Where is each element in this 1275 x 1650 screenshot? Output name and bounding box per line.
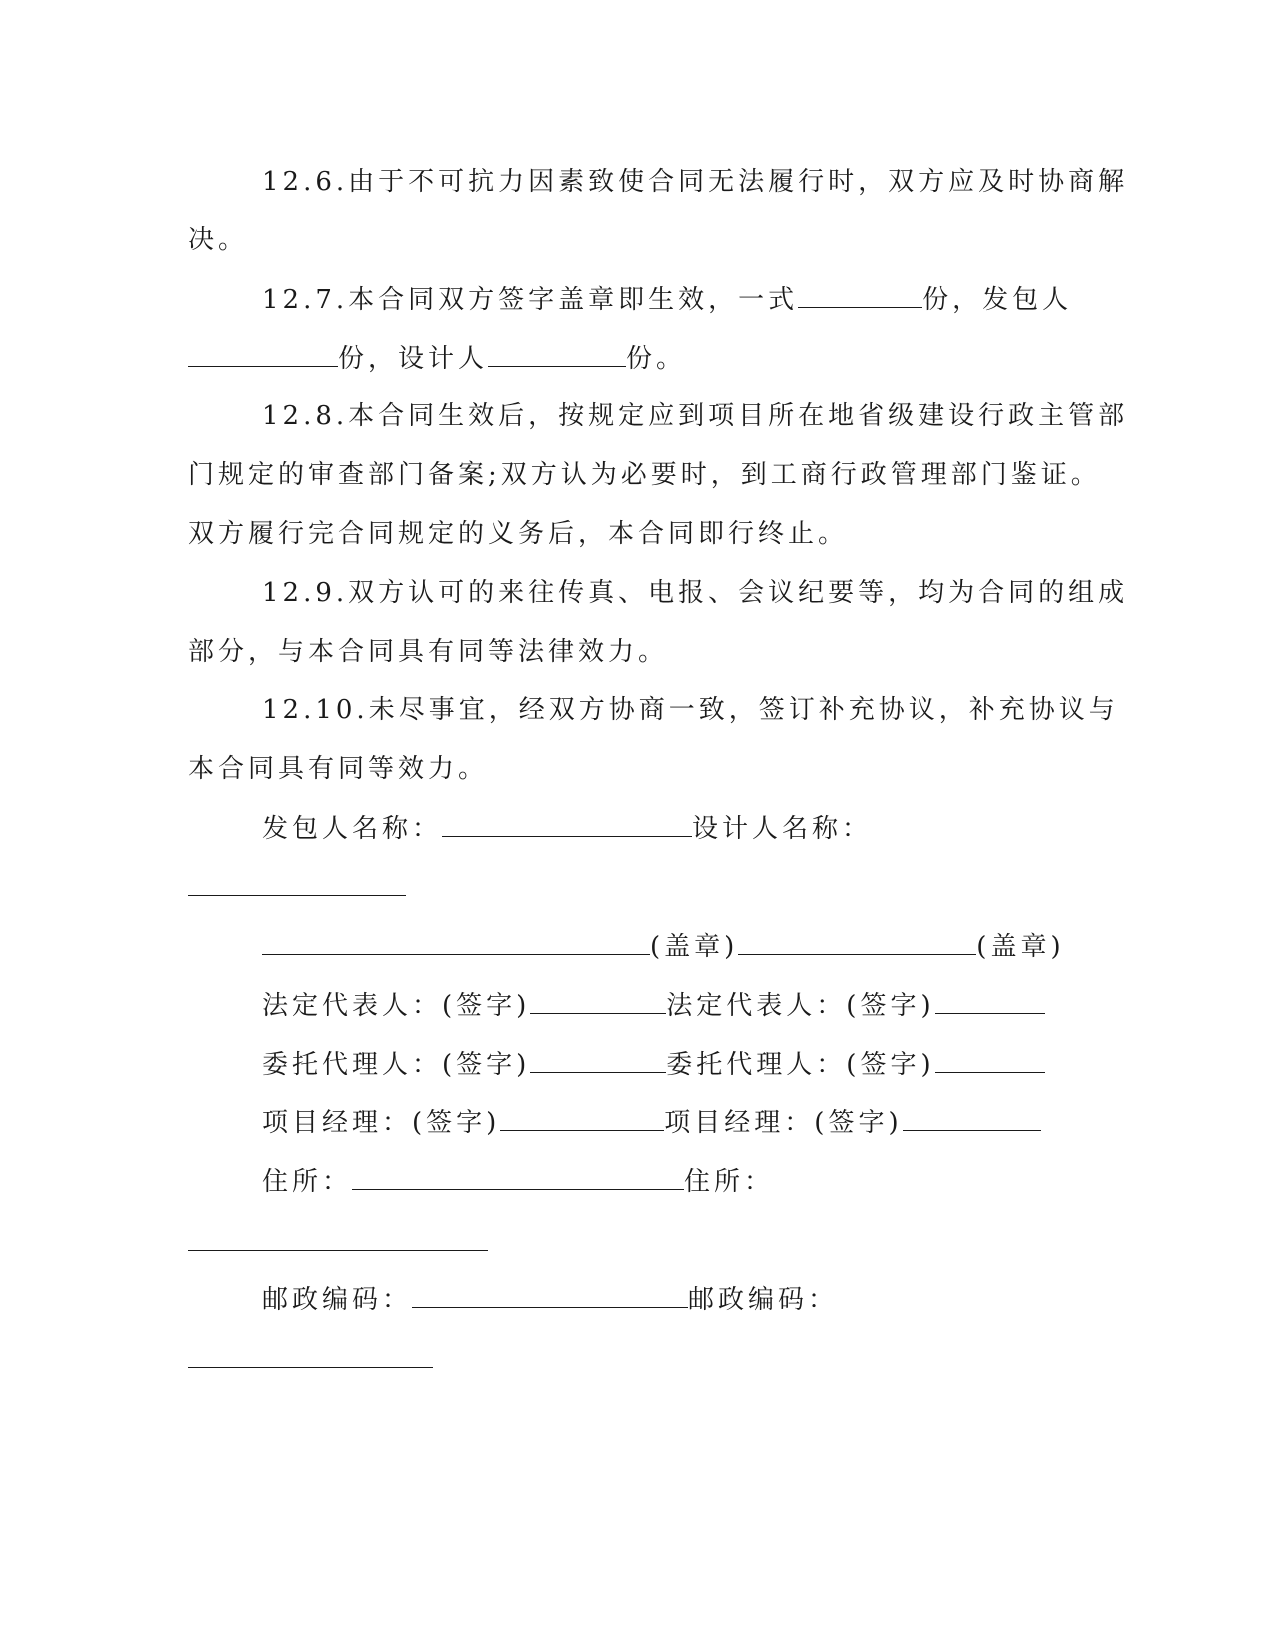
designer-address-field[interactable] xyxy=(188,1250,488,1251)
copies-total-blank[interactable] xyxy=(798,281,922,308)
employer-project-manager-label: 项目经理：(签字) xyxy=(262,1108,501,1138)
employer-legal-rep-field[interactable] xyxy=(530,987,666,1014)
agent-row xyxy=(262,1046,1045,1083)
employer-seal-field[interactable] xyxy=(262,928,650,955)
employer-legal-rep-label: 法定代表人：(签字) xyxy=(262,991,531,1021)
designer-postcode-field[interactable] xyxy=(188,1367,433,1368)
clause-12-6-line-1: 12.6.由于不可抗力因素致使合同无法履行时，双方应及时协商解 xyxy=(262,167,1129,197)
designer-address-label: 住所： xyxy=(684,1167,775,1197)
designer-agent-label: 委托代理人：(签字) xyxy=(666,1050,935,1080)
legal-rep-row xyxy=(262,987,1045,1024)
employer-project-manager-field[interactable] xyxy=(500,1104,664,1131)
employer-name-label: 发包人名称： xyxy=(262,814,443,844)
address-row xyxy=(262,1163,774,1200)
clause-12-7-line-2 xyxy=(188,340,686,377)
designer-seal-field[interactable] xyxy=(738,928,976,955)
clause-12-7-text-4: 份。 xyxy=(626,344,687,374)
employer-postcode-label: 邮政编码： xyxy=(262,1285,413,1315)
clause-12-9-line-2: 部分，与本合同具有同等法律效力。 xyxy=(188,637,669,667)
employer-agent-label: 委托代理人：(签字) xyxy=(262,1050,531,1080)
clause-12-9-line-1: 12.9.双方认可的来往传真、电报、会议纪要等，均为合同的组成 xyxy=(262,578,1129,608)
postcode-row xyxy=(262,1281,838,1318)
clause-12-8-line-2: 门规定的审查部门备案;双方认为必要时，到工商行政管理部门鉴证。 xyxy=(188,460,1101,490)
designer-name-field[interactable] xyxy=(188,895,406,896)
party-names-row xyxy=(262,810,872,847)
designer-project-manager-field[interactable] xyxy=(903,1104,1041,1131)
employer-name-field[interactable] xyxy=(442,810,692,837)
employer-seal-label: (盖章) xyxy=(650,932,739,962)
clause-12-7-text-1: 12.7.本合同双方签字盖章即生效，一式 xyxy=(262,285,799,315)
employer-address-field[interactable] xyxy=(352,1163,684,1190)
clause-12-8-line-3: 双方履行完合同规定的义务后，本合同即行终止。 xyxy=(188,519,849,549)
clause-12-10-line-1: 12.10.未尽事宜，经双方协商一致，签订补充协议，补充协议与 xyxy=(262,695,1119,725)
designer-name-label: 设计人名称： xyxy=(692,814,873,844)
copies-designer-blank[interactable] xyxy=(488,340,626,367)
employer-postcode-field[interactable] xyxy=(412,1281,688,1308)
seal-row xyxy=(262,928,1065,965)
clause-12-8-line-1: 12.8.本合同生效后，按规定应到项目所在地省级建设行政主管部 xyxy=(262,401,1129,431)
designer-legal-rep-field[interactable] xyxy=(935,987,1045,1014)
designer-project-manager-label: 项目经理：(签字) xyxy=(664,1108,903,1138)
clause-12-7-line-1 xyxy=(262,281,1072,318)
project-manager-row xyxy=(262,1104,1041,1141)
employer-agent-field[interactable] xyxy=(530,1046,666,1073)
clause-12-7-text-2: 份，发包人 xyxy=(922,285,1073,315)
designer-agent-field[interactable] xyxy=(935,1046,1045,1073)
designer-postcode-label: 邮政编码： xyxy=(688,1285,839,1315)
clause-12-7-text-3: 份，设计人 xyxy=(338,344,489,374)
designer-legal-rep-label: 法定代表人：(签字) xyxy=(666,991,935,1021)
employer-address-label: 住所： xyxy=(262,1167,353,1197)
designer-seal-label: (盖章) xyxy=(976,932,1065,962)
clause-12-6-line-2: 决。 xyxy=(188,225,249,255)
copies-employer-blank[interactable] xyxy=(188,340,338,367)
clause-12-10-line-2: 本合同具有同等效力。 xyxy=(188,754,489,784)
